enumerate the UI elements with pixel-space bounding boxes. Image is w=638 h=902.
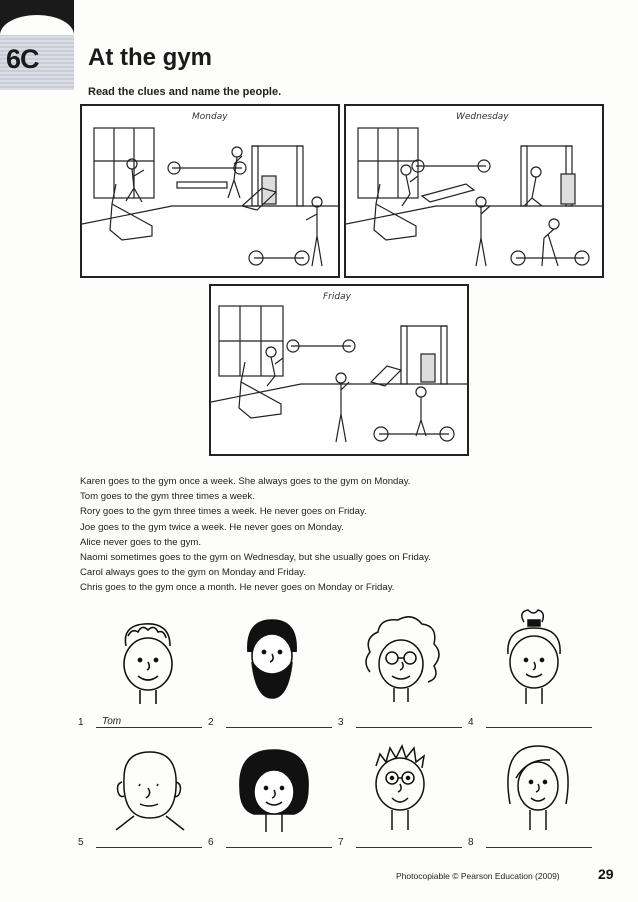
face-curly-hair-glasses-woman-icon: [356, 612, 446, 708]
clue: Naomi sometimes goes to the gym on Wednesday, but she usually goes on Friday.: [80, 552, 431, 564]
face-balding-man-icon: [104, 738, 194, 834]
day-label: Friday: [323, 292, 351, 302]
answer-number: 8: [468, 837, 474, 848]
gym-scene-illustration: [346, 106, 602, 276]
answer-field[interactable]: [96, 836, 202, 848]
answer-field[interactable]: Tom: [96, 716, 202, 728]
answer-field[interactable]: [356, 716, 462, 728]
answer-number: 3: [338, 717, 344, 728]
window-icon: [94, 128, 154, 198]
face-long-hair-woman-icon: [498, 738, 578, 838]
answer-number: 1: [78, 717, 84, 728]
face-spiky-hair-glasses-man-icon: [360, 738, 440, 838]
answer-3: [338, 716, 462, 728]
clue: Chris goes to the gym once a month. He never goes on Monday or Friday.: [80, 582, 395, 594]
answer-field[interactable]: [486, 836, 592, 848]
gym-panel-monday: [80, 104, 340, 278]
unit-tab-arc: [0, 0, 74, 34]
day-label: Monday: [192, 112, 228, 122]
day-label: Wednesday: [456, 112, 509, 122]
clue: Carol always goes to the gym on Monday and Friday.: [80, 567, 306, 579]
answer-5: [78, 836, 202, 848]
answer-number: 7: [338, 837, 344, 848]
answer-number: 4: [468, 717, 474, 728]
answer-1: [78, 716, 202, 728]
page-title: At the gym: [88, 44, 213, 71]
answer-field[interactable]: [486, 716, 592, 728]
answer-number: 5: [78, 837, 84, 848]
gym-scene-illustration: [211, 286, 467, 454]
face-bearded-man-icon: [232, 612, 312, 708]
clue: Alice never goes to the gym.: [80, 536, 202, 548]
clue: Karen goes to the gym once a week. She always goes to the gym on Monday.: [80, 476, 411, 487]
instruction-text: Read the clues and name the people.: [88, 86, 282, 98]
answer-2: [208, 716, 332, 728]
face-dark-hair-woman-icon: [234, 744, 314, 840]
answer-8: [468, 836, 592, 848]
gym-panel-wednesday: [344, 104, 604, 278]
unit-number: 6C: [6, 44, 39, 74]
clue: Rory goes to the gym three times a week. He never goes on Friday.: [80, 506, 367, 518]
page-number: 29: [598, 866, 614, 882]
copyright-notice: Photocopiable © Pearson Education (2009): [396, 871, 560, 881]
answer-field[interactable]: [356, 836, 462, 848]
clues-list: [80, 474, 600, 596]
answer-number: 2: [208, 717, 214, 728]
answer-number: 6: [208, 837, 214, 848]
gym-panel-friday: [209, 284, 469, 456]
answer-6: [208, 836, 332, 848]
face-curly-hair-man-icon: [108, 616, 188, 708]
face-ponytail-woman-icon: [494, 606, 574, 710]
answer-field[interactable]: [226, 716, 332, 728]
answer-7: [338, 836, 462, 848]
clue: Tom goes to the gym three times a week.: [80, 491, 255, 503]
answer-field[interactable]: [226, 836, 332, 848]
answer-4: [468, 716, 592, 728]
treadmill-icon: [239, 362, 281, 418]
gym-scene-illustration: [82, 106, 338, 276]
clue: Joe goes to the gym twice a week. He never goes on Monday.: [80, 521, 344, 533]
